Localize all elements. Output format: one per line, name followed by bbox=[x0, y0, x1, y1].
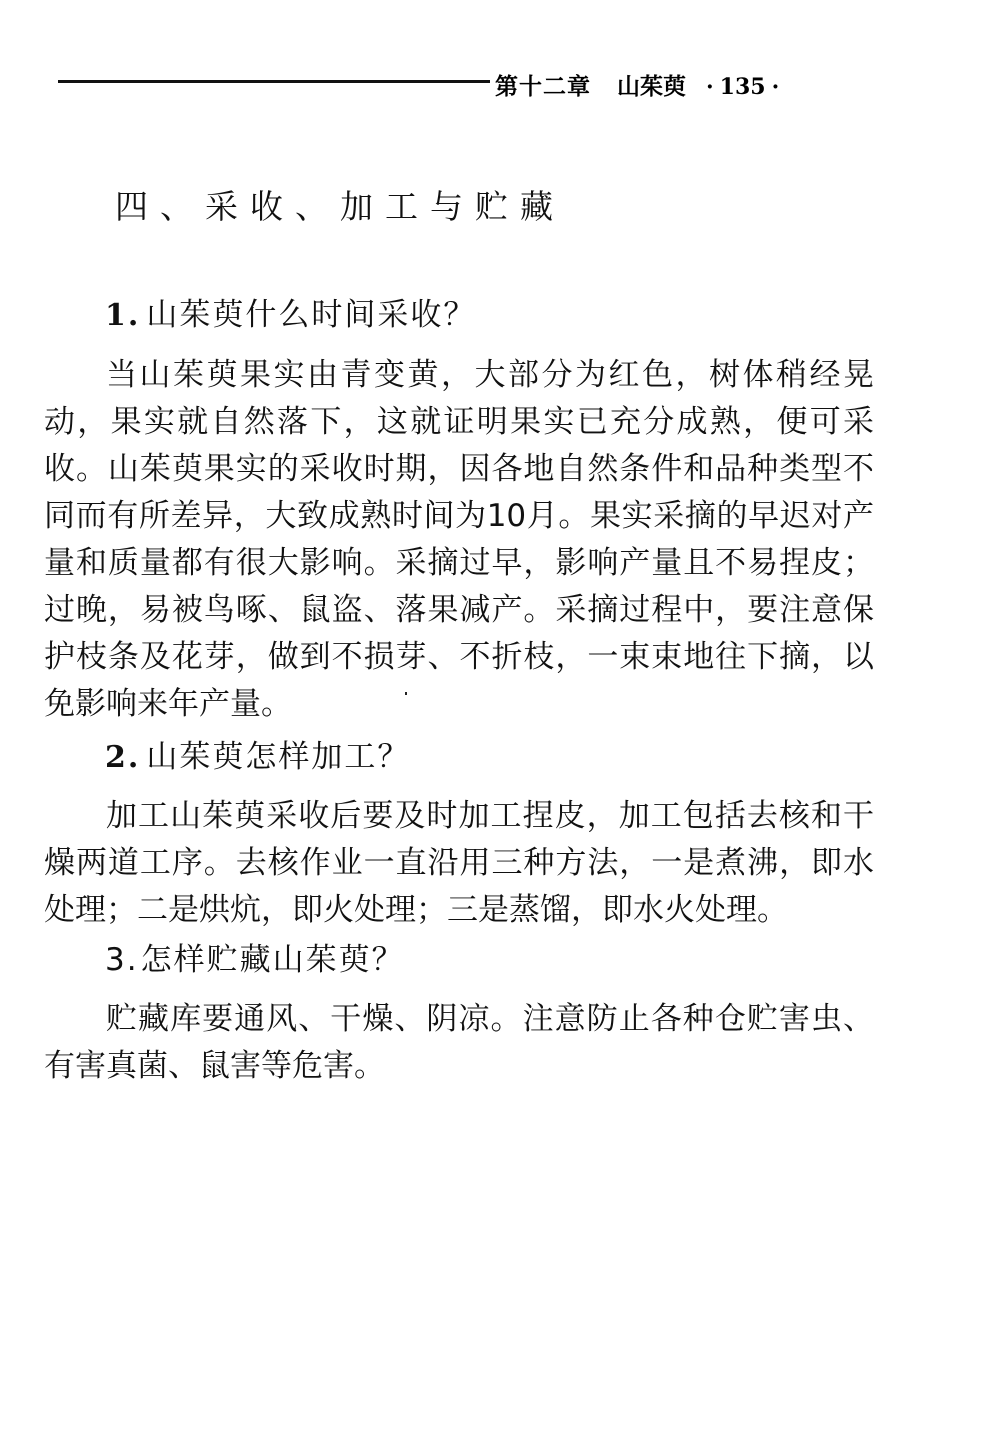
running-header: 第十二章 山茱萸 · 135 · bbox=[495, 73, 780, 100]
question-title: 山茱萸怎样加工？ bbox=[146, 739, 411, 775]
section-title: 四、采收、加工与贮藏 bbox=[115, 187, 565, 226]
page-number: 135 bbox=[719, 74, 766, 100]
chapter-subject: 山茱萸 bbox=[617, 73, 686, 100]
header-rule bbox=[58, 80, 490, 83]
question-heading bbox=[105, 295, 476, 336]
question-number: 3. bbox=[105, 942, 139, 978]
question-number: 2. bbox=[105, 740, 141, 775]
answer-paragraph: 加工山茱萸采收后要及时加工捏皮，加工包括去核和干燥两道工序。去核作业一直沿用三种方法，一是煮沸，即水处理；二是烘炕，即火处理；三是蒸馏，即水火处理。 bbox=[44, 798, 874, 928]
question-heading bbox=[105, 737, 410, 778]
question-number: 1. bbox=[105, 298, 141, 333]
print-speck bbox=[405, 692, 407, 695]
question-title: 怎样贮藏山茱萸？ bbox=[140, 942, 405, 978]
question-heading bbox=[105, 940, 405, 980]
answer-paragraph: 当山茱萸果实由青变黄，大部分为红色，树体稍经晃动，果实就自然落下，这就证明果实已充分成熟，便可采收。山茱萸果实的采收时期，因各地自然条件和品种类型不同而有所差异，大致成熟时间为10月。果实采摘的早迟对产量和质量都有很大影响。采摘过早，影响产量且不易捏皮；过晚，易被鸟啄、鼠盗、落果减产。采摘过程中，要注意保护枝条及花芽，做到不损芽、不折枝，一束束地往下摘，以免影响来年产量。 bbox=[44, 357, 874, 722]
question-title: 山茱萸什么时间采收？ bbox=[146, 297, 477, 333]
answer-paragraph: 贮藏库要通风、干燥、阴凉。注意防止各种仓贮害虫、有害真菌、鼠害等危害。 bbox=[44, 1001, 874, 1084]
chapter-label: 第十二章 bbox=[495, 73, 591, 100]
